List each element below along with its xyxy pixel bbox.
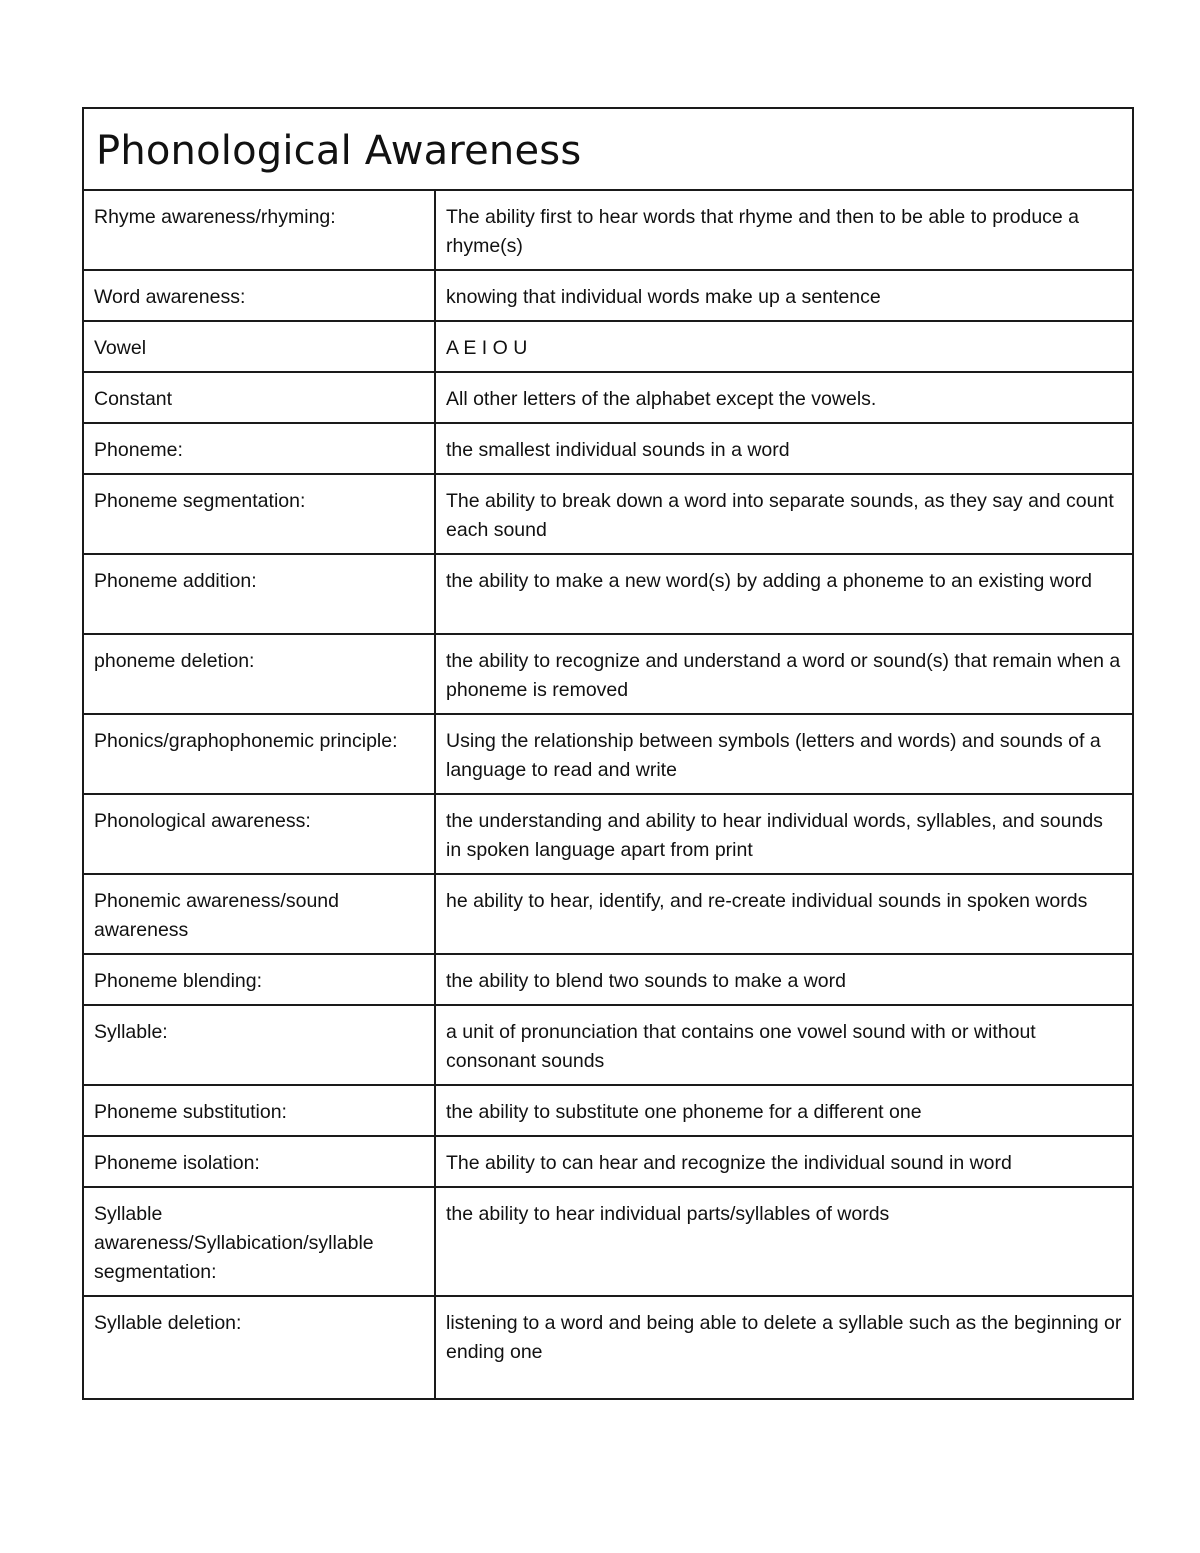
definition-cell: he ability to hear, identify, and re-create individual sounds in spoken words bbox=[435, 874, 1133, 954]
table-row bbox=[83, 270, 1133, 321]
definition-cell: the ability to substitute one phoneme for a different one bbox=[435, 1085, 1133, 1136]
table-row bbox=[83, 1187, 1133, 1296]
table-row bbox=[83, 321, 1133, 372]
table-row bbox=[83, 874, 1133, 954]
term-cell: Syllable deletion: bbox=[83, 1296, 435, 1399]
definition-cell: a unit of pronunciation that contains one vowel sound with or without consonant sounds bbox=[435, 1005, 1133, 1085]
table-row bbox=[83, 954, 1133, 1005]
term-cell: Phoneme blending: bbox=[83, 954, 435, 1005]
term-cell: phoneme deletion: bbox=[83, 634, 435, 714]
term-cell: Syllable: bbox=[83, 1005, 435, 1085]
term-cell: Rhyme awareness/rhyming: bbox=[83, 190, 435, 270]
definition-cell: The ability to break down a word into separate sounds, as they say and count each sound bbox=[435, 474, 1133, 554]
table-row bbox=[83, 1136, 1133, 1187]
table-row bbox=[83, 1296, 1133, 1399]
definition-cell: Using the relationship between symbols (letters and words) and sounds of a language to read and write bbox=[435, 714, 1133, 794]
table-row bbox=[83, 1005, 1133, 1085]
definition-cell: listening to a word and being able to delete a syllable such as the beginning or ending one bbox=[435, 1296, 1133, 1399]
table-row bbox=[83, 794, 1133, 874]
term-cell: Constant bbox=[83, 372, 435, 423]
title-cell bbox=[83, 108, 1133, 190]
table-row bbox=[83, 372, 1133, 423]
table-row bbox=[83, 554, 1133, 634]
term-cell: Syllable awareness/Syllabication/syllable segmentation: bbox=[83, 1187, 435, 1296]
table-row bbox=[83, 634, 1133, 714]
term-cell: Vowel bbox=[83, 321, 435, 372]
definition-cell: The ability to can hear and recognize the individual sound in word bbox=[435, 1136, 1133, 1187]
term-cell: Phoneme segmentation: bbox=[83, 474, 435, 554]
definition-cell: The ability first to hear words that rhyme and then to be able to produce a rhyme(s) bbox=[435, 190, 1133, 270]
definition-cell: knowing that individual words make up a sentence bbox=[435, 270, 1133, 321]
definition-cell: A E I O U bbox=[435, 321, 1133, 372]
definition-cell: the understanding and ability to hear individual words, syllables, and sounds in spoken language apart from print bbox=[435, 794, 1133, 874]
term-cell: Phonics/graphophonemic principle: bbox=[83, 714, 435, 794]
term-cell: Phoneme addition: bbox=[83, 554, 435, 634]
table-row bbox=[83, 474, 1133, 554]
table-row bbox=[83, 190, 1133, 270]
term-cell: Phoneme isolation: bbox=[83, 1136, 435, 1187]
definition-cell: the ability to hear individual parts/syllables of words bbox=[435, 1187, 1133, 1296]
definition-cell: All other letters of the alphabet except the vowels. bbox=[435, 372, 1133, 423]
term-cell: Word awareness: bbox=[83, 270, 435, 321]
term-cell: Phoneme: bbox=[83, 423, 435, 474]
title-row bbox=[83, 108, 1133, 190]
table-row bbox=[83, 423, 1133, 474]
table-row bbox=[83, 714, 1133, 794]
definition-cell: the ability to recognize and understand a word or sound(s) that remain when a phoneme is removed bbox=[435, 634, 1133, 714]
definition-cell: the smallest individual sounds in a word bbox=[435, 423, 1133, 474]
page-title: Phonological Awareness bbox=[96, 128, 582, 174]
table-row bbox=[83, 1085, 1133, 1136]
term-cell: Phonemic awareness/sound awareness bbox=[83, 874, 435, 954]
definitions-table bbox=[82, 107, 1134, 1400]
definition-cell: the ability to blend two sounds to make a word bbox=[435, 954, 1133, 1005]
term-cell: Phoneme substitution: bbox=[83, 1085, 435, 1136]
term-cell: Phonological awareness: bbox=[83, 794, 435, 874]
definition-cell: the ability to make a new word(s) by adding a phoneme to an existing word bbox=[435, 554, 1133, 634]
